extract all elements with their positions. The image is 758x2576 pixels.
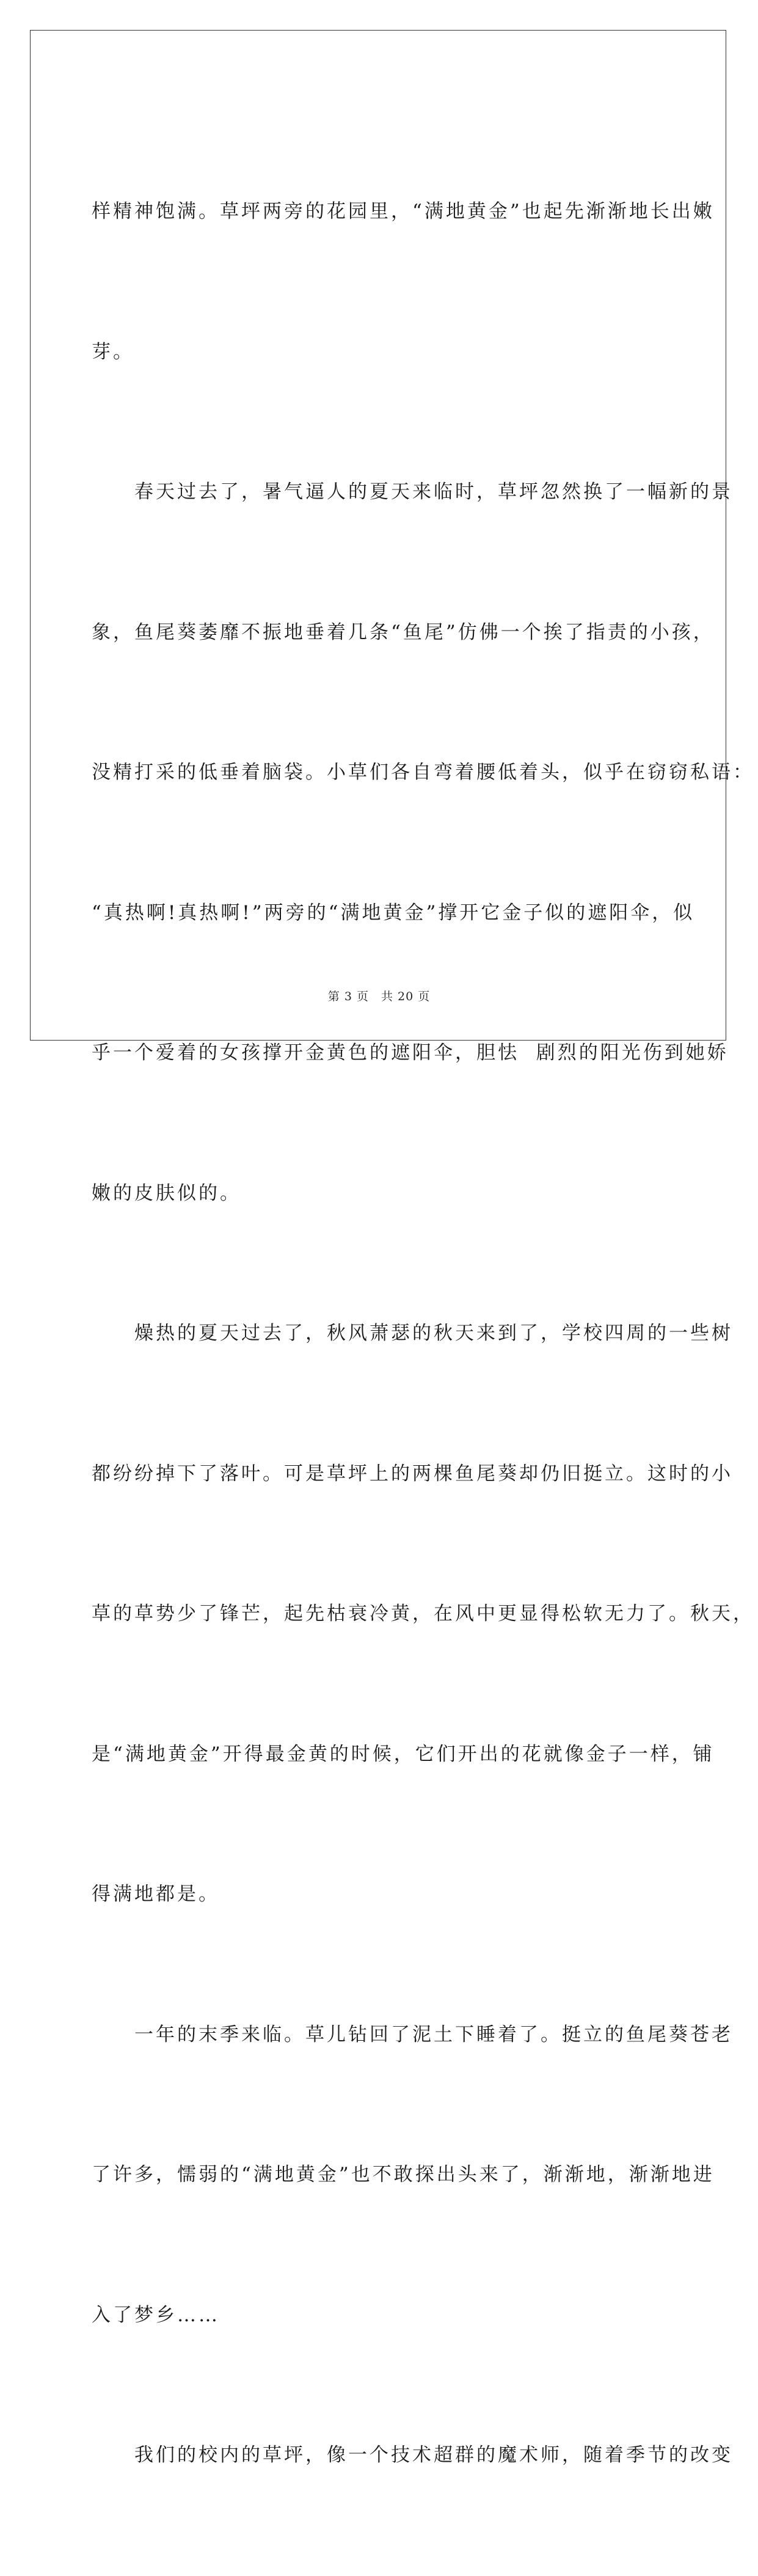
text-lines: [92, 95, 754, 2572]
text-line: 燥热的夏天过去了，秋风萧瑟的秋天来到了，学校四周的一些树: [92, 1322, 733, 1344]
text-line: 乎一个爱着的女孩撑开金黄色的遮阳伞，胆怯 剧烈的阳光伤到她娇: [92, 1042, 729, 1064]
text-line: 都纷纷掉下了落叶。可是草坪上的两棵鱼尾葵却仍旧挺立。这时的小: [92, 1462, 733, 1485]
text-line: 了许多，懦弱的“满地黄金”也不敢探出头来了，渐渐地，渐渐地进: [92, 2164, 715, 2186]
text-line: 草的草势少了锋芒，起先枯衰冷黄，在风中更显得松软无力了。秋天，: [92, 1603, 754, 1625]
text-line: 嫩的皮肤似的。: [92, 1182, 241, 1204]
text-line: 春天过去了，暑气逼人的夏天来临时，草坪忽然换了一幅新的景: [92, 481, 733, 503]
text-line: 入了梦乡……: [92, 2303, 220, 2326]
document-body: [92, 95, 754, 2576]
text-line: “真热啊!真热啊!”两旁的“满地黄金”撑开它金子似的遮阳伞，似: [92, 901, 695, 924]
page-footer: 第 3 页 共 20 页: [327, 990, 431, 1003]
text-line: 样精神饱满。草坪两旁的花园里，“满地黄金”也起先渐渐地长出嫩: [92, 200, 715, 222]
text-line: 一年的末季来临。草儿钻回了泥土下睡着了。挺立的鱼尾葵苍老: [92, 2023, 733, 2046]
text-line: 没精打采的低垂着脑袋。小草们各自弯着腰低着头，似乎在窃窃私语：: [92, 761, 754, 783]
text-line: 芽。: [92, 340, 134, 363]
text-line: 我们的校内的草坪，像一个技术超群的魔术师，随着季节的改变: [92, 2444, 733, 2466]
text-line: 象，鱼尾葵萎靡不振地垂着几条“鱼尾”仿佛一个挨了指责的小孩，: [92, 621, 715, 643]
text-line: 得满地都是。: [92, 1883, 220, 1905]
text-line: 是“满地黄金”开得最金黄的时候，它们开出的花就像金子一样，铺: [92, 1743, 715, 1765]
